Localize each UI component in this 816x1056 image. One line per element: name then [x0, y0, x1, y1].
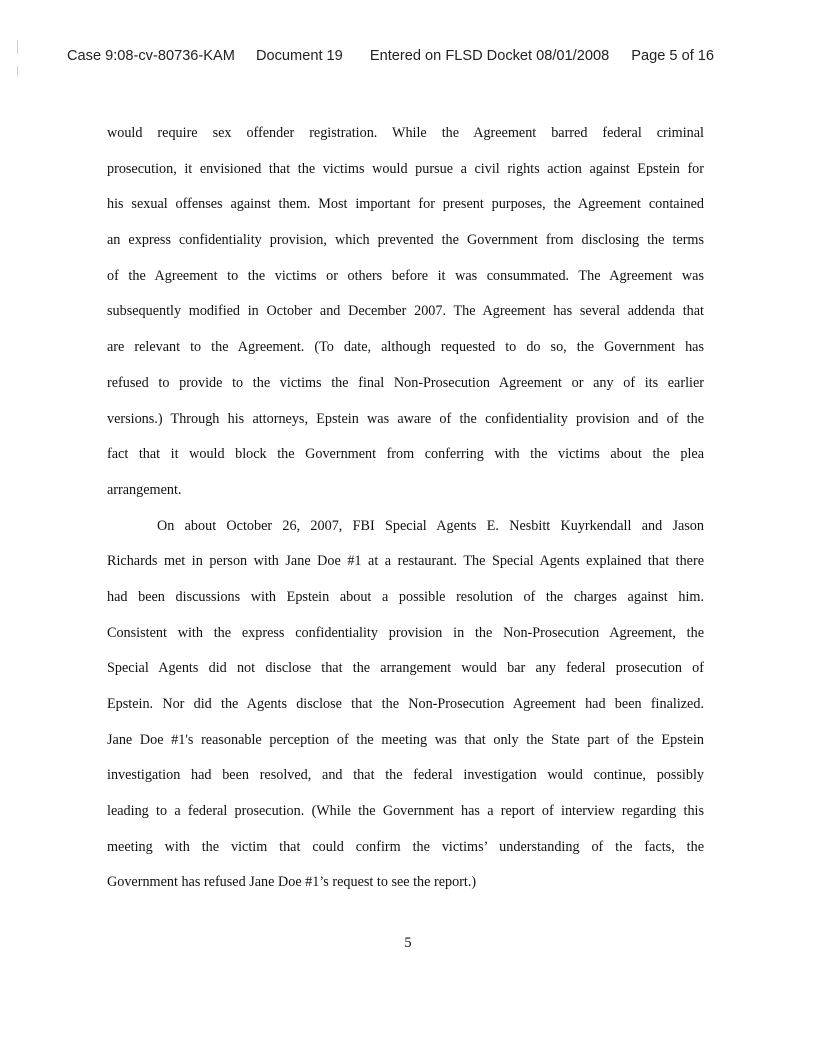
text-line: versions.) Through his attorneys, Epstein was aware of the confidentiality provision and of the [107, 410, 704, 427]
document-number: Document 19 [255, 48, 343, 64]
text-line: Government has refused Jane Doe #1’s request to see the report.) [107, 874, 477, 891]
text-line: On about October 26, 2007, FBI Special Agents E. Nesbitt Kuyrkendall and Jason [157, 517, 704, 534]
text-line: had been discussions with Epstein about a possible resolution of the charges against him. [107, 588, 704, 605]
text-line: meeting with the victim that could confirm the victims’ understanding of the facts, the [107, 838, 704, 855]
text-line: fact that it would block the Government from conferring with the victims about the plea [107, 446, 704, 463]
entered-date: Entered on FLSD Docket 08/01/2008 [369, 48, 610, 64]
text-line: Consistent with the express confidentiality provision in the Non-Prosecution Agreement, the [107, 624, 704, 641]
paragraph-1 [107, 123, 704, 516]
text-line: arrangement. [107, 481, 182, 498]
page-count: Page 5 of 16 [631, 48, 715, 64]
text-line: investigation had been resolved, and that the federal investigation would continue, possibly [107, 767, 704, 784]
text-line: an express confidentiality provision, which prevented the Government from disclosing the terms [107, 232, 704, 249]
page-number: 5 [404, 935, 412, 951]
text-line: Epstein. Nor did the Agents disclose that the Non-Prosecution Agreement had been finalized. [107, 696, 704, 712]
paragraph-2 [107, 516, 704, 909]
text-line: prosecution, it envisioned that the victims would pursue a civil rights action against Epstein for [107, 160, 704, 177]
scan-edge-mark [17, 66, 18, 76]
text-line: Jane Doe #1's reasonable perception of the meeting was that only the State part of the Epstein [107, 731, 704, 748]
text-line: Special Agents did not disclose that the arrangement would bar any federal prosecution of [107, 660, 704, 677]
text-line: refused to provide to the victims the final Non-Prosecution Agreement or any of its earlier [107, 374, 704, 391]
case-number: Case 9:08-cv-80736-KAM [67, 48, 235, 64]
text-line: of the Agreement to the victims or others before it was consummated. The Agreement was [107, 267, 704, 284]
text-line: leading to a federal prosecution. (While the Government has a report of interview regarding this [107, 803, 704, 820]
text-line: are relevant to the Agreement. (To date, although requested to do so, the Government has [107, 339, 704, 356]
scan-edge-mark [17, 40, 18, 54]
court-header [67, 48, 757, 64]
document-body [107, 123, 704, 908]
text-line: his sexual offenses against them. Most important for present purposes, the Agreement contained [107, 196, 704, 213]
text-line: Richards met in person with Jane Doe #1 at a restaurant. The Special Agents explained that there [107, 553, 704, 570]
text-line: subsequently modified in October and December 2007. The Agreement has several addenda that [107, 303, 704, 320]
text-line: would require sex offender registration. While the Agreement barred federal criminal [107, 125, 704, 141]
